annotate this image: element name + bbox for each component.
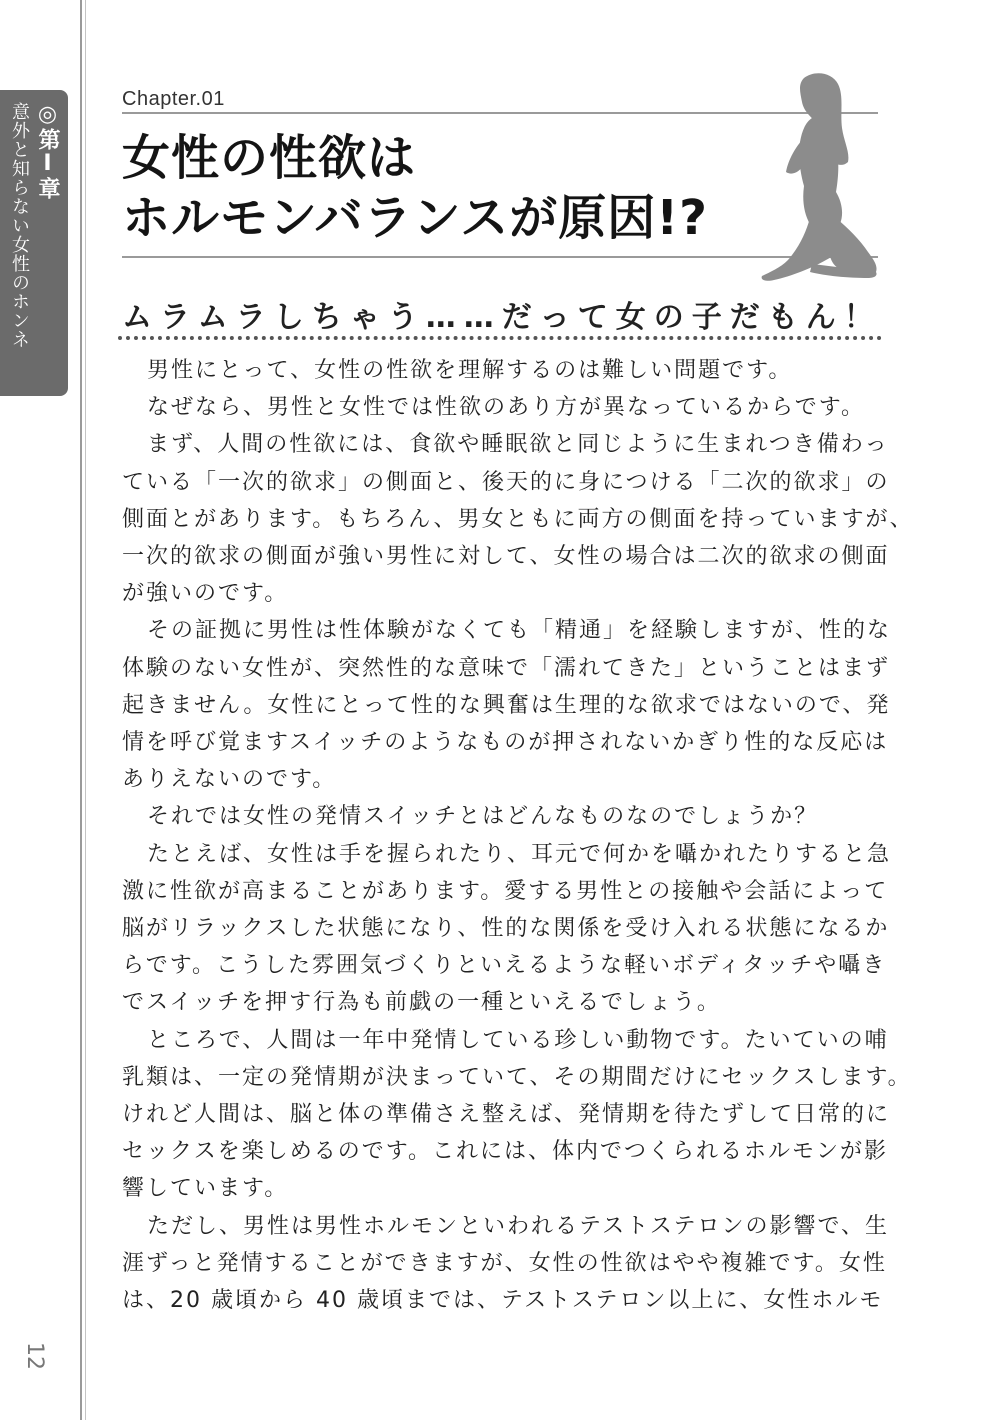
body-line: セックスを楽しめるのです。これには、体内でつくられるホルモンが影 xyxy=(122,1139,889,1165)
margin-rule xyxy=(80,0,82,1420)
body-line: まず、人間の性欲には、食欲や睡眠欲と同じように生まれつき備わっ xyxy=(147,432,889,458)
body-line: 体験のない女性が、突然性的な意味で「濡れてきた」ということはまず xyxy=(122,655,891,681)
body-line: ただし、男性は男性ホルモンといわれるテストステロンの影響で、生 xyxy=(147,1213,890,1239)
body-line: が強いのです。 xyxy=(122,581,289,607)
woman-silhouette-illustration xyxy=(752,68,882,284)
title-line: 女性の性欲は xyxy=(122,130,417,186)
chapter-number: ◎第Ⅰ章 xyxy=(35,102,60,200)
body-line: 一次的欲求の側面が強い男性に対して、女性の場合は二次的欲求の側面 xyxy=(122,544,890,570)
body-line: 涯ずっと発情することができますが、女性の性欲はやや複雑です。女性 xyxy=(122,1250,887,1276)
margin-rule-inner xyxy=(85,0,86,1420)
body-text xyxy=(122,352,914,1319)
body-line: ありえないのです。 xyxy=(122,767,337,793)
body-line: それでは女性の発情スイッチとはどんなものなのでしょうか？ xyxy=(147,804,819,830)
body-line: けれど人間は、脳と体の準備さえ整えば、発情期を待たずして日常的に xyxy=(122,1102,891,1128)
page-title xyxy=(122,128,708,248)
body-line: らです。こうした雰囲気づくりといえるような軽いボディタッチや囁き xyxy=(122,953,887,979)
body-line: 男性にとって、女性の性欲を理解するのは難しい問題です。 xyxy=(147,358,793,383)
section-heading: ムラムラしちゃう……だって女の子だもん！ xyxy=(122,300,882,335)
body-line: たとえば、女性は手を握られたり、耳元で何かを囁かれたりすると急 xyxy=(147,841,892,867)
body-line: 脳がリラックスした状態になり、性的な関係を受け入れる状態になるか xyxy=(122,916,890,942)
body-line: 側面とがあります。もちろん、男女ともに両方の側面を持っていますが、 xyxy=(122,506,914,532)
chapter-title: 意外と知らない女性のホンネ xyxy=(9,102,30,349)
body-line: 響しています。 xyxy=(122,1176,289,1202)
body-line: は、20 歳頃から 40 歳頃までは、テストステロン以上に、女性ホルモ xyxy=(122,1288,884,1314)
chapter-tab xyxy=(0,90,68,396)
body-line: なぜなら、男性と女性では性欲のあり方が異なっているからです。 xyxy=(147,395,866,421)
body-line: ところで、人間は一年中発情している珍しい動物です。たいていの哺 xyxy=(147,1027,889,1053)
body-line: 情を呼び覚ますスイッチのようなものが押されないかぎり性的な反応は xyxy=(122,730,889,756)
body-line: 激に性欲が高まることがあります。愛する男性との接触や会話によって xyxy=(122,878,889,904)
chapter-label: Chapter.01 xyxy=(122,88,225,110)
title-line: ホルモンバランスが原因!? xyxy=(122,190,708,246)
body-line: でスイッチを押す行為も前戯の一種といえるでしょう。 xyxy=(122,990,721,1016)
body-line: 起きません。女性にとって性的な興奮は生理的な欲求ではないので、発 xyxy=(122,692,891,718)
dotted-divider xyxy=(118,336,882,340)
body-line: ている「一次的欲求」の側面と、後天的に身につける「二次的欲求」の xyxy=(122,469,890,495)
body-line: その証拠に男性は性体験がなくても「精通」を経験しますが、性的な xyxy=(147,618,892,644)
page-number: 12 xyxy=(22,1342,47,1370)
body-line: 乳類は、一定の発情期が決まっていて、その期間だけにセックスします。 xyxy=(122,1064,912,1090)
